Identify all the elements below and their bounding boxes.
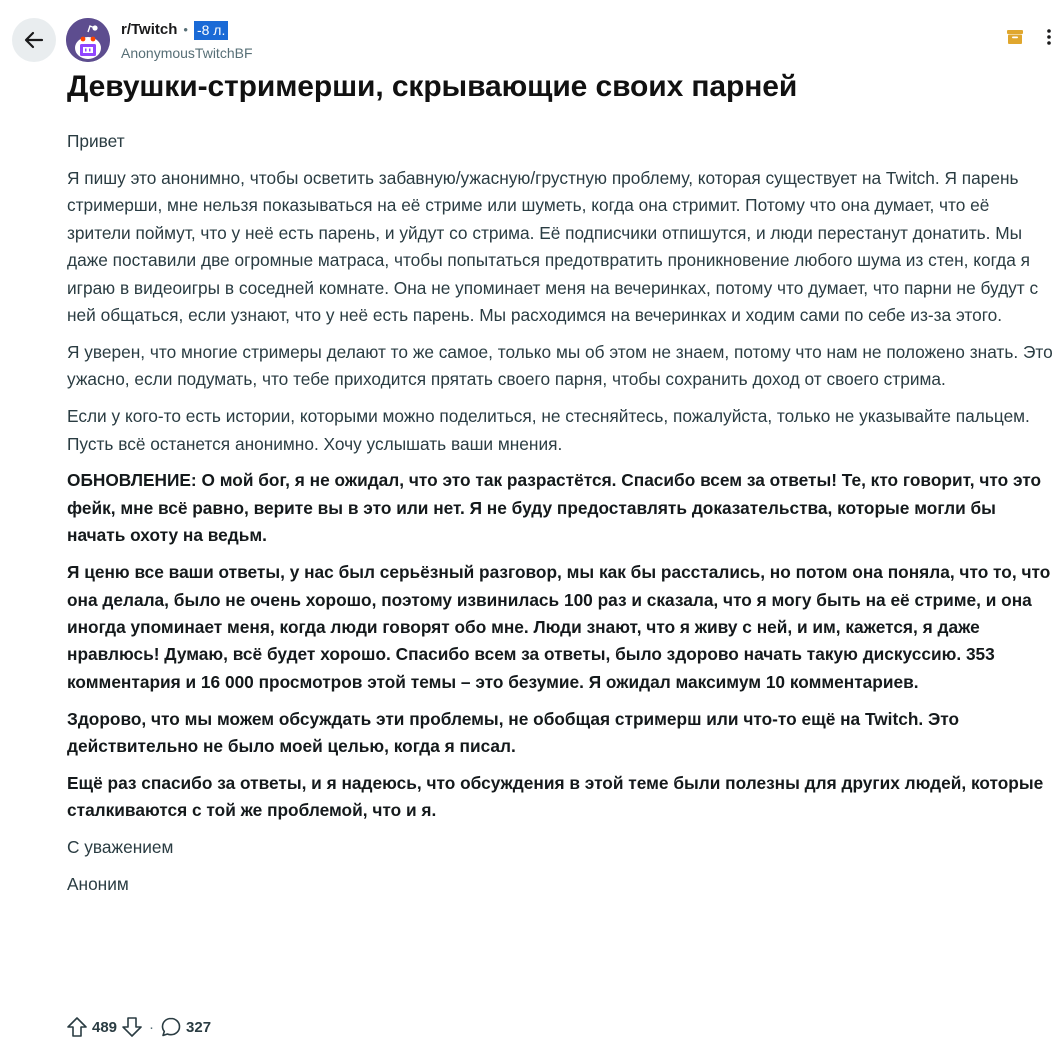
post-paragraph: Если у кого-то есть истории, которыми можно поделиться, не стесняйтесь, пожалуйста, только не указывайте пальцем. Пусть всё останется анонимно. Хочу услышать ваши мнения. (67, 406, 1030, 454)
comment-icon[interactable] (160, 1016, 182, 1038)
post-paragraph: Ещё раз спасибо за ответы, и я надеюсь, что обсуждения в этой теме были полезны для других людей, которые сталкиваются с той же проблемой, что и я. (67, 773, 1044, 821)
post-top-actions (1006, 28, 1058, 46)
twitch-snoo-icon (66, 18, 110, 62)
post-meta (121, 20, 253, 63)
author-name[interactable]: AnonymousTwitchBF (121, 45, 253, 61)
post-paragraph: С уважением (67, 837, 174, 858)
post-body (67, 128, 1057, 908)
archive-icon (1006, 28, 1024, 46)
post-paragraph: Я пишу это анонимно, чтобы осветить забавную/ужасную/грустную проблему, которая существует на Twitch. Я парень стримерши, мне нельзя показываться на её стриме или шуметь, когда она стримит. Потому что она думает, что её зрители поймут, что у неё есть парень, и уйдут со стрима. Её подписчики отпишутся, и люди перестанут донатить. Мы даже поставили две огромные матраса, чтобы попытаться предотвратить проникновение любого шума из стен, когда я играю в видеоигры в соседней комнате. Она не упоминает меня на вечеринках, потому что думает, что парни не будут с ней общаться, если узнают, что у неё есть парень. Мы расходимся на вечеринках и ходим сами по себе из-за этого. (67, 167, 1039, 325)
vote-bar (66, 1016, 215, 1038)
downvote-icon[interactable] (121, 1016, 143, 1038)
subreddit-name[interactable]: r/Twitch (121, 21, 178, 38)
post-paragraph: Аноним (67, 874, 129, 895)
subreddit-avatar[interactable] (66, 18, 110, 62)
more-vertical-icon[interactable] (1040, 28, 1058, 46)
post-paragraph: ОБНОВЛЕНИЕ: О мой бог, я не ожидал, что это так разрастётся. Спасибо всем за ответы! Те, кто говорит, что это фейк, мне всё равно, верите вы в это или нет. Я не буду предоставлять доказательства, которые могли бы начать охоту на ведьм. (67, 470, 1042, 546)
arrow-left-icon (23, 29, 45, 51)
post-time: -8 л. (194, 21, 228, 40)
back-button[interactable] (12, 18, 56, 62)
post-paragraph: Здорово, что мы можем обсуждать эти проблемы, не обобщая стримерш или что-то ещё на Twitch. Это действительно не было моей целью, когда я писал. (67, 708, 960, 757)
upvote-count: 489 (92, 1018, 118, 1036)
post-paragraph: Я уверен, что многие стримеры делают то же самое, только мы об этом не знаем, потому что нам не положено знать. Это ужасно, если подумать, что тебе приходится прятать своего парня, чтобы сохранить доход от своего стрима. (67, 341, 1053, 390)
meta-row (121, 20, 253, 40)
post-title: Девушки-стримерши, скрывающие своих парней (67, 70, 798, 103)
upvote-icon[interactable] (66, 1016, 88, 1038)
post-paragraph: Я ценю все ваши ответы, у нас был серьёзный разговор, мы как бы расстались, но потом она поняла, что то, что она делала, было не очень хорошо, поэтому извинилась 100 раз и сказала, что я могу быть на её стриме, и она иногда упоминает меня, когда люди говорят обо мне. Люди знают, что я живу с ней, и им, кажется, я даже нравлюсь! Думаю, всё будет хорошо. Спасибо всем за ответы, было здорово начать такую дискуссию. 353 комментария и 16 000 просмотров этой темы – это безумие. Я ожидал максимум 10 комментариев. (67, 562, 1051, 692)
meta-separator: • (183, 22, 188, 37)
vote-separator: · (149, 1018, 155, 1036)
post-paragraph: Привет (67, 131, 125, 151)
comment-count[interactable]: 327 (186, 1018, 212, 1036)
